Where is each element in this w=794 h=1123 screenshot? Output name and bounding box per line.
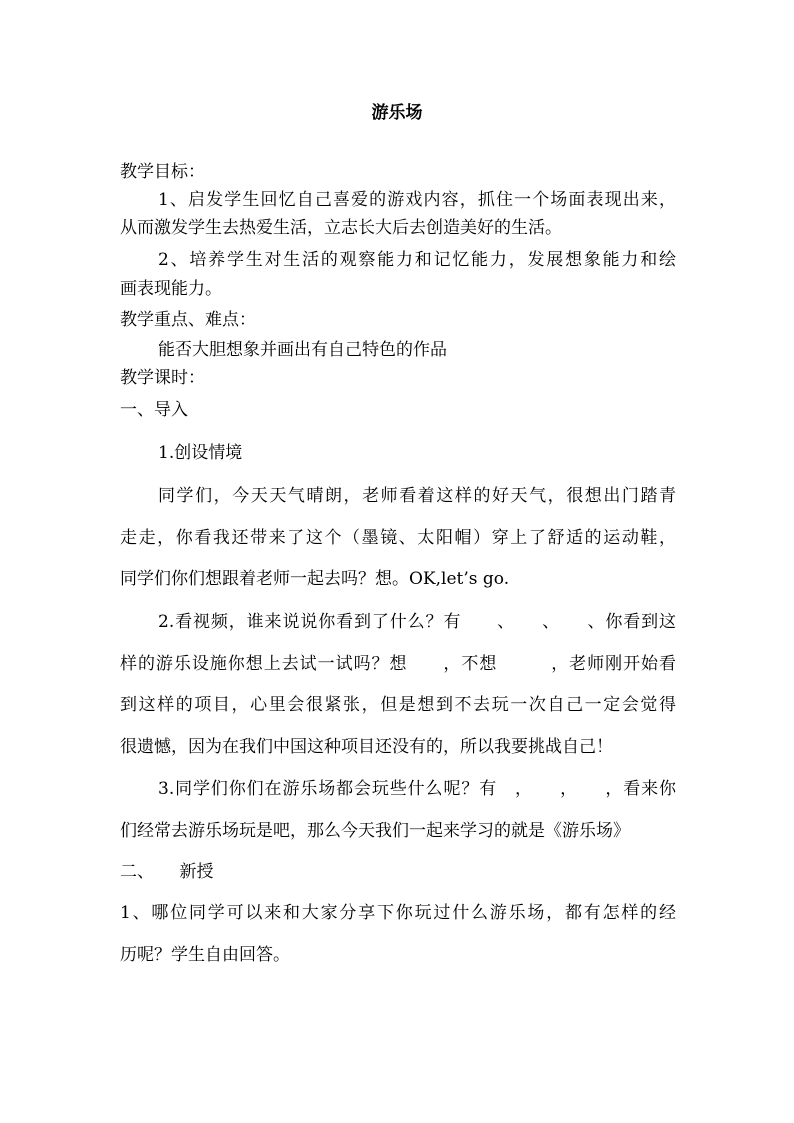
section-1-item-3-line-1: 3.同学们你们在游乐场都会玩些什么呢？有 ， ， ，看来你 [158, 779, 676, 799]
section-1-item-2-line-1: 2.看视频，谁来说说你看到了什么？有 、 、 、你看到这 [158, 612, 676, 632]
section-1-item-1-title: 1.创设情境 [158, 443, 243, 463]
goal-2-line-1: 2、培养学生对生活的观察能力和记忆能力，发展想象能力和绘 [158, 250, 676, 270]
section-2-item-1-line-1: 1、哪位同学可以来和大家分享下你玩过什么游乐场，都有怎样的经 [120, 903, 676, 923]
section-1-paragraph-line-1: 同学们，今天天气晴朗，老师看着这样的好天气，很想出门踏青 [158, 486, 676, 506]
section-1-item-2-line-3: 到这样的项目，心里会很紧张，但是想到不去玩一次自己一定会觉得 [120, 695, 676, 715]
section-1-paragraph-line-2: 走走，你看我还带来了这个（墨镜、太阳帽）穿上了舒适的运动鞋， [120, 528, 676, 548]
goals-heading: 教学目标： [120, 162, 205, 182]
key-points-heading: 教学重点、难点： [120, 310, 256, 330]
section-1-heading: 一、导入 [120, 400, 188, 420]
section-1-item-2-line-2: 样的游乐设施你想上去试一试吗？想 ，不想 ，老师刚开始看 [120, 654, 676, 674]
section-2-heading: 二、 新授 [120, 862, 214, 882]
section-2-item-1-line-2: 历呢？学生自由回答。 [120, 945, 290, 965]
goal-2-line-2: 画表现能力。 [120, 279, 222, 299]
section-1-item-3-line-2: 们经常去游乐场玩是吧，那么今天我们一起来学习的就是《游乐场》 [120, 821, 630, 841]
class-hours-heading: 教学课时： [120, 368, 205, 388]
document-title: 游乐场 [371, 103, 423, 123]
goal-1-line-2: 从而激发学生去热爱生活，立志长大后去创造美好的生活。 [120, 218, 562, 238]
section-1-item-2-line-4: 很遗憾，因为在我们中国这种项目还没有的，所以我要挑战自己！ [120, 737, 613, 757]
key-point-text: 能否大胆想象并画出有自己特色的作品 [158, 340, 447, 360]
goal-1-line-1: 1、启发学生回忆自己喜爱的游戏内容，抓住一个场面表现出来， [158, 190, 676, 210]
section-1-paragraph-line-3: 同学们你们想跟着老师一起去吗？想。OK,let’s go. [120, 569, 510, 589]
